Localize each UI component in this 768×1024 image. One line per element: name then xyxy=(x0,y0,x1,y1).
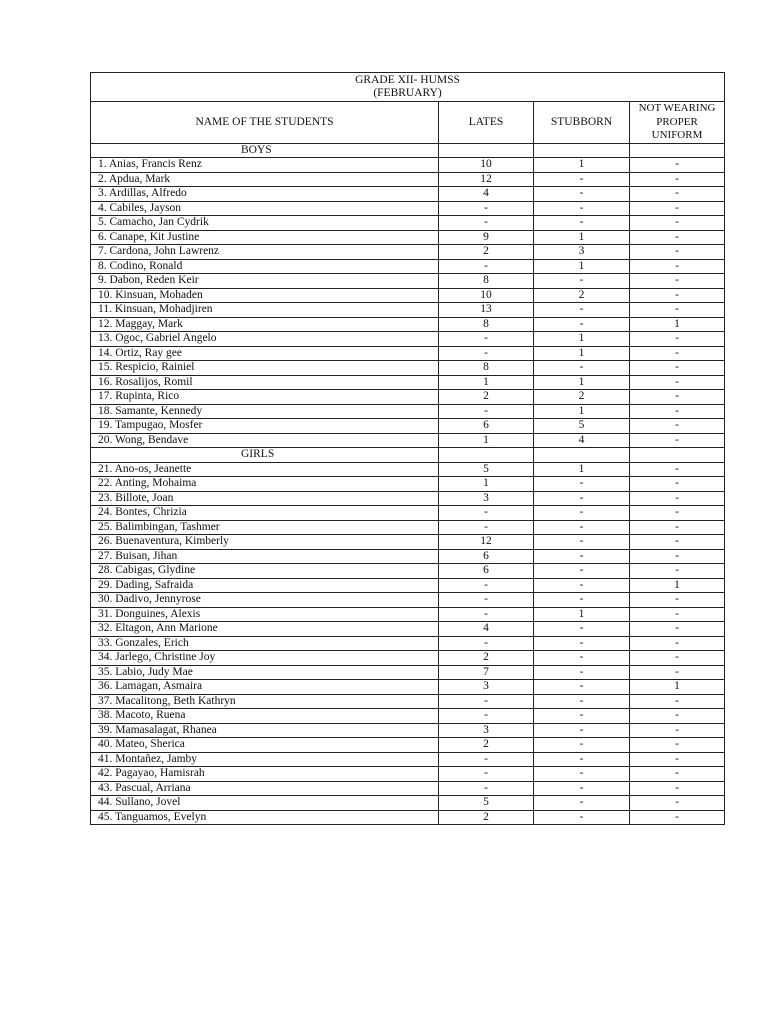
stubborn-cell: - xyxy=(534,535,630,550)
uniform-cell: - xyxy=(630,346,725,361)
section-empty-cell xyxy=(439,143,534,158)
student-name-cell: 7. Cardona, John Lawrenz xyxy=(91,245,439,260)
uniform-cell: - xyxy=(630,549,725,564)
student-name-cell: 20. Wong, Bendave xyxy=(91,433,439,448)
uniform-cell: - xyxy=(630,172,725,187)
stubborn-cell: - xyxy=(534,709,630,724)
table-row xyxy=(91,317,725,332)
lates-cell: - xyxy=(439,781,534,796)
stubborn-cell: - xyxy=(534,810,630,825)
lates-cell: 2 xyxy=(439,651,534,666)
header-lates: LATES xyxy=(439,102,534,144)
table-row xyxy=(91,738,725,753)
table-row xyxy=(91,230,725,245)
section-empty-cell xyxy=(439,448,534,463)
lates-cell: - xyxy=(439,752,534,767)
student-name-cell: 6. Canape, Kit Justine xyxy=(91,230,439,245)
stubborn-cell: 1 xyxy=(534,230,630,245)
table-row xyxy=(91,375,725,390)
uniform-cell: - xyxy=(630,230,725,245)
student-name-cell: 4. Cabiles, Jayson xyxy=(91,201,439,216)
student-name-cell: 25. Balimbingan, Tashmer xyxy=(91,520,439,535)
stubborn-cell: - xyxy=(534,491,630,506)
uniform-cell: - xyxy=(630,433,725,448)
student-name-cell: 16. Rosalijos, Romil xyxy=(91,375,439,390)
lates-cell: - xyxy=(439,709,534,724)
uniform-cell: - xyxy=(630,187,725,202)
lates-cell: - xyxy=(439,216,534,231)
section-label: GIRLS xyxy=(91,448,439,463)
student-name-cell: 18. Samante, Kennedy xyxy=(91,404,439,419)
stubborn-cell: - xyxy=(534,520,630,535)
student-name-cell: 10. Kinsuan, Mohaden xyxy=(91,288,439,303)
uniform-cell: - xyxy=(630,201,725,216)
table-row xyxy=(91,288,725,303)
stubborn-cell: 2 xyxy=(534,288,630,303)
uniform-cell: - xyxy=(630,694,725,709)
uniform-cell: - xyxy=(630,506,725,521)
student-name-cell: 29. Dading, Safraida xyxy=(91,578,439,593)
lates-cell: - xyxy=(439,332,534,347)
table-row xyxy=(91,245,725,260)
table-row xyxy=(91,477,725,492)
uniform-cell: - xyxy=(630,593,725,608)
table-row xyxy=(91,665,725,680)
student-name-cell: 27. Buisan, Jihan xyxy=(91,549,439,564)
uniform-cell: - xyxy=(630,361,725,376)
table-row xyxy=(91,187,725,202)
lates-cell: 3 xyxy=(439,491,534,506)
table-row xyxy=(91,810,725,825)
stubborn-cell: - xyxy=(534,796,630,811)
lates-cell: 6 xyxy=(439,419,534,434)
lates-cell: 4 xyxy=(439,622,534,637)
stubborn-cell: 1 xyxy=(534,346,630,361)
table-row xyxy=(91,520,725,535)
table-row xyxy=(91,622,725,637)
title-line-1: GRADE XII- HUMSS xyxy=(355,74,460,86)
stubborn-cell: 1 xyxy=(534,404,630,419)
stubborn-cell: - xyxy=(534,201,630,216)
stubborn-cell: - xyxy=(534,172,630,187)
uniform-cell: - xyxy=(630,796,725,811)
student-name-cell: 31. Donguines, Alexis xyxy=(91,607,439,622)
title-line-2: (FEBRUARY) xyxy=(373,87,442,99)
table-row xyxy=(91,680,725,695)
lates-cell: 2 xyxy=(439,245,534,260)
student-name-cell: 26. Buenaventura, Kimberly xyxy=(91,535,439,550)
stubborn-cell: - xyxy=(534,636,630,651)
student-name-cell: 11. Kinsuan, Mohadjiren xyxy=(91,303,439,318)
stubborn-cell: - xyxy=(534,665,630,680)
stubborn-cell: - xyxy=(534,506,630,521)
uniform-cell: - xyxy=(630,767,725,782)
lates-cell: - xyxy=(439,520,534,535)
uniform-cell: - xyxy=(630,723,725,738)
uniform-cell: 1 xyxy=(630,317,725,332)
uniform-cell: - xyxy=(630,332,725,347)
uniform-cell: - xyxy=(630,709,725,724)
table-title xyxy=(91,73,725,102)
table-row xyxy=(91,694,725,709)
table-row xyxy=(91,709,725,724)
student-name-cell: 1. Anias, Francis Renz xyxy=(91,158,439,173)
student-name-cell: 28. Cabigas, Glydine xyxy=(91,564,439,579)
stubborn-cell: - xyxy=(534,723,630,738)
table-row xyxy=(91,404,725,419)
uniform-cell: - xyxy=(630,404,725,419)
table-row xyxy=(91,578,725,593)
header-name: NAME OF THE STUDENTS xyxy=(91,102,439,144)
lates-cell: 12 xyxy=(439,535,534,550)
student-name-cell: 5. Camacho, Jan Cydrik xyxy=(91,216,439,231)
stubborn-cell: 5 xyxy=(534,419,630,434)
table-row xyxy=(91,216,725,231)
lates-cell: 1 xyxy=(439,477,534,492)
student-name-cell: 36. Lamagan, Asmaira xyxy=(91,680,439,695)
lates-cell: 8 xyxy=(439,274,534,289)
uniform-cell: - xyxy=(630,636,725,651)
table-row xyxy=(91,419,725,434)
student-name-cell: 39. Mamasalagat, Rhanea xyxy=(91,723,439,738)
stubborn-cell: - xyxy=(534,477,630,492)
table-row xyxy=(91,723,725,738)
uniform-cell: - xyxy=(630,245,725,260)
table-row xyxy=(91,636,725,651)
table-row xyxy=(91,607,725,622)
stubborn-cell: - xyxy=(534,738,630,753)
lates-cell: - xyxy=(439,506,534,521)
stubborn-cell: - xyxy=(534,303,630,318)
lates-cell: 5 xyxy=(439,462,534,477)
student-name-cell: 30. Dadivo, Jennyrose xyxy=(91,593,439,608)
uniform-cell: - xyxy=(630,259,725,274)
student-name-cell: 23. Billote, Joan xyxy=(91,491,439,506)
table-row xyxy=(91,781,725,796)
table-row xyxy=(91,259,725,274)
table-row xyxy=(91,433,725,448)
stubborn-cell: 3 xyxy=(534,245,630,260)
table-row xyxy=(91,564,725,579)
student-name-cell: 33. Gonzales, Erich xyxy=(91,636,439,651)
student-name-cell: 32. Eltagon, Ann Marione xyxy=(91,622,439,637)
stubborn-cell: - xyxy=(534,781,630,796)
section-row xyxy=(91,143,725,158)
lates-cell: - xyxy=(439,636,534,651)
uniform-cell: - xyxy=(630,477,725,492)
lates-cell: - xyxy=(439,404,534,419)
student-name-cell: 14. Ortiz, Ray gee xyxy=(91,346,439,361)
table-row xyxy=(91,201,725,216)
lates-cell: - xyxy=(439,346,534,361)
student-name-cell: 45. Tanguamos, Evelyn xyxy=(91,810,439,825)
uniform-cell: - xyxy=(630,810,725,825)
uniform-cell: - xyxy=(630,781,725,796)
student-name-cell: 3. Ardillas, Alfredo xyxy=(91,187,439,202)
lates-cell: 13 xyxy=(439,303,534,318)
stubborn-cell: - xyxy=(534,578,630,593)
student-name-cell: 34. Jarlego, Christine Joy xyxy=(91,651,439,666)
stubborn-cell: 1 xyxy=(534,607,630,622)
table-row xyxy=(91,172,725,187)
table-row xyxy=(91,506,725,521)
table-row xyxy=(91,796,725,811)
student-name-cell: 24. Bontes, Chrizia xyxy=(91,506,439,521)
section-row xyxy=(91,448,725,463)
uniform-cell: - xyxy=(630,607,725,622)
stubborn-cell: - xyxy=(534,361,630,376)
section-empty-cell xyxy=(534,143,630,158)
student-name-cell: 38. Macoto, Ruena xyxy=(91,709,439,724)
uniform-cell: 1 xyxy=(630,680,725,695)
uniform-cell: - xyxy=(630,216,725,231)
table-row xyxy=(91,752,725,767)
lates-cell: 3 xyxy=(439,723,534,738)
stubborn-cell: 1 xyxy=(534,259,630,274)
student-name-cell: 8. Codino, Ronald xyxy=(91,259,439,274)
uniform-cell: - xyxy=(630,535,725,550)
student-name-cell: 19. Tampugao, Mosfer xyxy=(91,419,439,434)
lates-cell: 8 xyxy=(439,317,534,332)
uniform-cell: - xyxy=(630,274,725,289)
lates-cell: 1 xyxy=(439,433,534,448)
lates-cell: - xyxy=(439,694,534,709)
table-row xyxy=(91,332,725,347)
student-name-cell: 44. Sullano, Jovel xyxy=(91,796,439,811)
student-name-cell: 17. Rupinta, Rico xyxy=(91,390,439,405)
stubborn-cell: - xyxy=(534,187,630,202)
lates-cell: 8 xyxy=(439,361,534,376)
uniform-cell: - xyxy=(630,288,725,303)
student-name-cell: 13. Ogoc, Gabriel Angelo xyxy=(91,332,439,347)
uniform-cell: - xyxy=(630,520,725,535)
stubborn-cell: 2 xyxy=(534,390,630,405)
header-uniform: NOT WEARING PROPER UNIFORM xyxy=(630,102,725,144)
lates-cell: - xyxy=(439,607,534,622)
lates-cell: - xyxy=(439,201,534,216)
stubborn-cell: 1 xyxy=(534,462,630,477)
uniform-cell: - xyxy=(630,303,725,318)
table-row xyxy=(91,593,725,608)
lates-cell: 2 xyxy=(439,738,534,753)
student-name-cell: 9. Dabon, Reden Keir xyxy=(91,274,439,289)
lates-cell: 6 xyxy=(439,549,534,564)
stubborn-cell: - xyxy=(534,274,630,289)
stubborn-cell: - xyxy=(534,593,630,608)
table-row xyxy=(91,158,725,173)
lates-cell: 2 xyxy=(439,810,534,825)
table-row xyxy=(91,303,725,318)
stubborn-cell: - xyxy=(534,767,630,782)
lates-cell: - xyxy=(439,593,534,608)
header-row xyxy=(91,102,725,144)
uniform-cell: 1 xyxy=(630,578,725,593)
lates-cell: 5 xyxy=(439,796,534,811)
student-name-cell: 2. Apdua, Mark xyxy=(91,172,439,187)
uniform-cell: - xyxy=(630,462,725,477)
lates-cell: 10 xyxy=(439,288,534,303)
lates-cell: 1 xyxy=(439,375,534,390)
table-row xyxy=(91,549,725,564)
stubborn-cell: - xyxy=(534,651,630,666)
uniform-cell: - xyxy=(630,622,725,637)
uniform-cell: - xyxy=(630,375,725,390)
section-empty-cell xyxy=(630,448,725,463)
stubborn-cell: - xyxy=(534,622,630,637)
uniform-cell: - xyxy=(630,665,725,680)
uniform-cell: - xyxy=(630,564,725,579)
table-row xyxy=(91,491,725,506)
stubborn-cell: 1 xyxy=(534,158,630,173)
lates-cell: 10 xyxy=(439,158,534,173)
section-label: BOYS xyxy=(91,143,439,158)
stubborn-cell: 1 xyxy=(534,332,630,347)
uniform-cell: - xyxy=(630,491,725,506)
uniform-cell: - xyxy=(630,419,725,434)
stubborn-cell: - xyxy=(534,317,630,332)
section-empty-cell xyxy=(534,448,630,463)
student-name-cell: 15. Respicio, Rainiel xyxy=(91,361,439,376)
stubborn-cell: - xyxy=(534,549,630,564)
lates-cell: - xyxy=(439,259,534,274)
attendance-table xyxy=(90,72,725,825)
student-name-cell: 41. Montañez, Jamby xyxy=(91,752,439,767)
stubborn-cell: - xyxy=(534,752,630,767)
section-empty-cell xyxy=(630,143,725,158)
lates-cell: 2 xyxy=(439,390,534,405)
lates-cell: - xyxy=(439,578,534,593)
lates-cell: - xyxy=(439,767,534,782)
table-row xyxy=(91,390,725,405)
student-name-cell: 21. Ano-os, Jeanette xyxy=(91,462,439,477)
table-row xyxy=(91,535,725,550)
stubborn-cell: - xyxy=(534,694,630,709)
lates-cell: 9 xyxy=(439,230,534,245)
lates-cell: 7 xyxy=(439,665,534,680)
student-name-cell: 12. Maggay, Mark xyxy=(91,317,439,332)
student-name-cell: 22. Anting, Mohaima xyxy=(91,477,439,492)
student-name-cell: 37. Macalitong, Beth Kathryn xyxy=(91,694,439,709)
table-row xyxy=(91,651,725,666)
uniform-cell: - xyxy=(630,390,725,405)
table-row xyxy=(91,274,725,289)
student-name-cell: 35. Labio, Judy Mae xyxy=(91,665,439,680)
header-stubborn: STUBBORN xyxy=(534,102,630,144)
stubborn-cell: - xyxy=(534,564,630,579)
uniform-cell: - xyxy=(630,738,725,753)
lates-cell: 12 xyxy=(439,172,534,187)
table-row xyxy=(91,767,725,782)
lates-cell: 4 xyxy=(439,187,534,202)
table-row xyxy=(91,346,725,361)
lates-cell: 6 xyxy=(439,564,534,579)
table-row xyxy=(91,462,725,477)
student-name-cell: 43. Pascual, Arriana xyxy=(91,781,439,796)
stubborn-cell: - xyxy=(534,680,630,695)
student-name-cell: 40. Mateo, Sherica xyxy=(91,738,439,753)
title-row xyxy=(91,73,725,102)
lates-cell: 3 xyxy=(439,680,534,695)
uniform-cell: - xyxy=(630,651,725,666)
uniform-cell: - xyxy=(630,752,725,767)
table-body xyxy=(91,73,725,825)
student-name-cell: 42. Pagayao, Hamisrah xyxy=(91,767,439,782)
stubborn-cell: 4 xyxy=(534,433,630,448)
stubborn-cell: 1 xyxy=(534,375,630,390)
table-row xyxy=(91,361,725,376)
uniform-cell: - xyxy=(630,158,725,173)
stubborn-cell: - xyxy=(534,216,630,231)
